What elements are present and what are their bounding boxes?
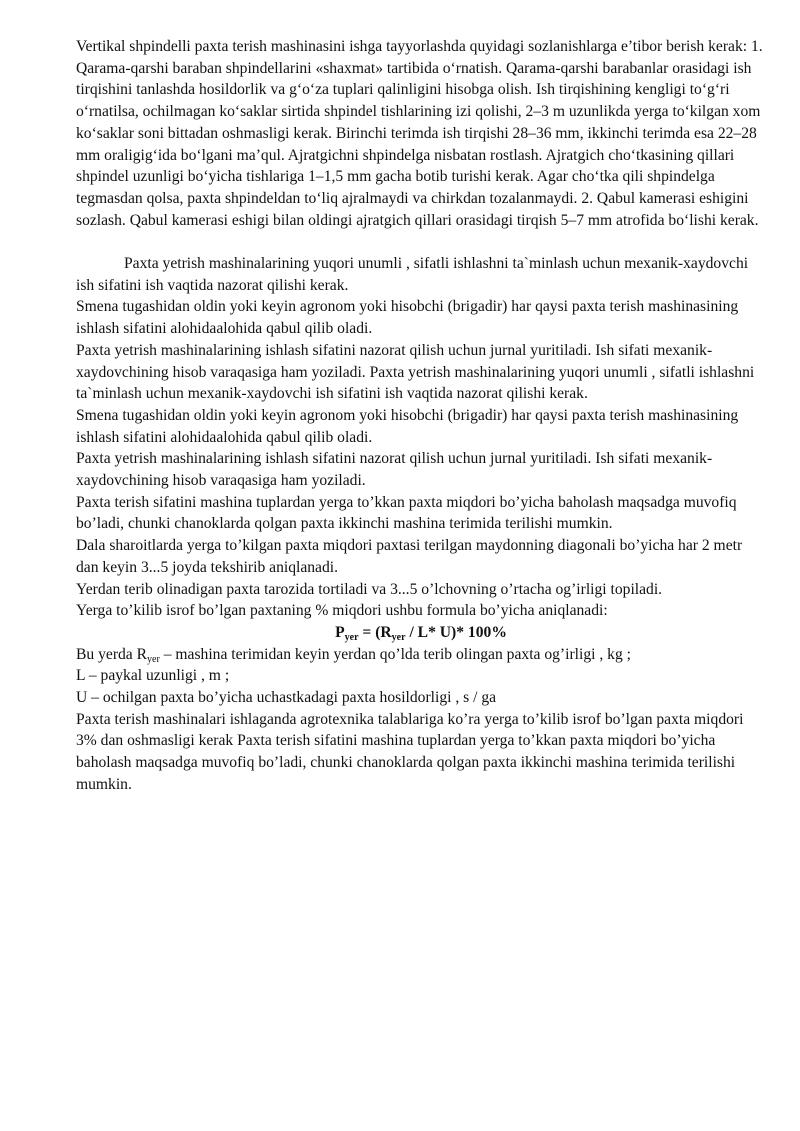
paragraph-formula-intro: Yerga to’kilib isrof bo’lgan paxtaning % miqdori ushbu formula bo’yicha aniqlanadi: [76, 602, 608, 620]
paragraph-journal-repeat: Paxta yetrish mashinalarining ishlash sifatini nazorat qilish uchun jurnal yuritiladi. Ish sifati mexanik-xaydovchining hisob varaqasiga ham yoziladi. [76, 450, 713, 490]
definition-r-symbol: Bu yerda R [76, 645, 148, 663]
definition-r [76, 644, 766, 666]
paragraph-field-check: Dala sharoitlarda yerga to’kilgan paxta miqdori paxtasi terilgan maydonning diagonali bo’yicha har 2 metr dan keyin 3...5 joyda tekshirib aniqlanadi. [76, 537, 743, 576]
formula-rest: / L* U)* 100% [405, 623, 507, 641]
paragraph-weighing: Yerdan terib olinadigan paxta tarozida tortiladi va 3...5 o’lchovning o’rtacha og’irligi topiladi. [76, 580, 663, 598]
paragraph-gap [76, 231, 766, 253]
formula-p-symbol: P [335, 623, 345, 641]
loss-formula [76, 622, 766, 644]
formula-p-subscript: yer [344, 631, 359, 643]
definition-r-subscript: yer [147, 653, 160, 665]
paragraph-quality-control: Paxta yetrish mashinalarining yuqori unumli , sifatli ishlashni ta`minlash uchun mexanik-xaydovchi ish sifatini ish vaqtida nazorat qilishi kerak. [76, 255, 749, 294]
paragraph-quality-assessment: Paxta terish sifatini mashina tuplardan yerga to’kkan paxta miqdori bo’yicha baholash maqsadga muvofiq bo’ladi, chunki chanoklarda qolgan paxta ikkinchi mashina terimida terilishi mumkin. [76, 493, 737, 533]
definition-r-text: – mashina terimidan keyin yerdan qo’lda terib olingan paxta og’irligi , kg ; [159, 645, 631, 663]
paragraph-shift-acceptance: Smena tugashidan oldin yoki keyin agronom yoki hisobchi (brigadir) har qaysi paxta terish mashinasining ishlash sifatini alohidaalohida qabul qilib oladi. [76, 298, 739, 338]
definition-l: L – paykal uzunligi , m ; [76, 667, 230, 685]
paragraph-shift-acceptance-repeat: Smena tugashidan oldin yoki keyin agronom yoki hisobchi (brigadir) har qaysi paxta terish mashinasining ishlash sifatini alohidaalohida qabul qilib oladi. [76, 406, 739, 446]
definition-u: U – ochilgan paxta bo’yicha uchastkadagi paxta hosildorligi , s / ga [76, 689, 497, 707]
paragraph-machine-setup: Vertikal shpindelli paxta terish mashinasini ishga tayyorlashda quyidagi sozlanishlarga e’tibor berish kerak: 1. Qarama-qarshi baraban shpindellarini «shaxmat» tartibida o‘rnatish. Qarama-qarshi barabanlar orasidagi ish tirqishini tanlashda hosildorlik va g‘o‘za tuplari qalinligini hisobga olish. Ish tirqishining kengligi to‘g‘ri o‘rnatilsa, ochilmagan ko‘saklar sirtida shpindel tishlarining izi qolishi, 2–3 m uzunlikda yerga to‘kilgan xom ko‘saklar soni bittadan oshmasligi kerak. Birinchi terimda ish tirqishi 28–36 mm, ikkinchi terimda esa 22–28 mm oraligig‘ida bo‘lgani ma’qul. Ajratgichni shpindelga nisbatan rostlash. Ajratgich cho‘tkasining qillari shpindel uzunligi bo‘yicha tishlariga 1–1,5 mm gacha botib turishi kerak. Agar cho‘tka qili shpindelga tegmasdan qolsa, paxta shpindeldan to‘liq ajralmaydi va chirkdan tozalanmaydi. 2. Qabul kamerasi eshigini sozlash. Qabul kamerasi eshigi bilan oldingi ajratgich qillari orasidagi tirqish 5–7 mm atrofida bo‘lishi kerak. [76, 38, 763, 229]
formula-r-subscript: yer [391, 631, 406, 643]
document-page [76, 36, 766, 796]
paragraph-journal: Paxta yetrish mashinalarining ishlash sifatini nazorat qilish uchun jurnal yuritiladi. Ish sifati mexanik-xaydovchining hisob varaqasiga ham yoziladi. Paxta yetrish mashinalarining yuqori unumli , sifatli ishlashni ta`minlash uchun mexanik-xaydovchi ish sifatini ish vaqtida nazorat qilishi kerak. [76, 341, 755, 403]
formula-middle: = (R [358, 623, 392, 641]
paragraph-closing: Paxta terish mashinalari ishlaganda agrotexnika talablariga ko’ra yerga to’kilib isrof bo’lgan paxta miqdori 3% dan oshmasligi kerak Paxta terish sifatini mashina tuplardan yerga to’kkan paxta miqdori bo’yicha baholash maqsadga muvofiq bo’ladi, chunki chanoklarda qolgan paxta ikkinchi mashina terimida terilishi mumkin. [76, 710, 744, 793]
